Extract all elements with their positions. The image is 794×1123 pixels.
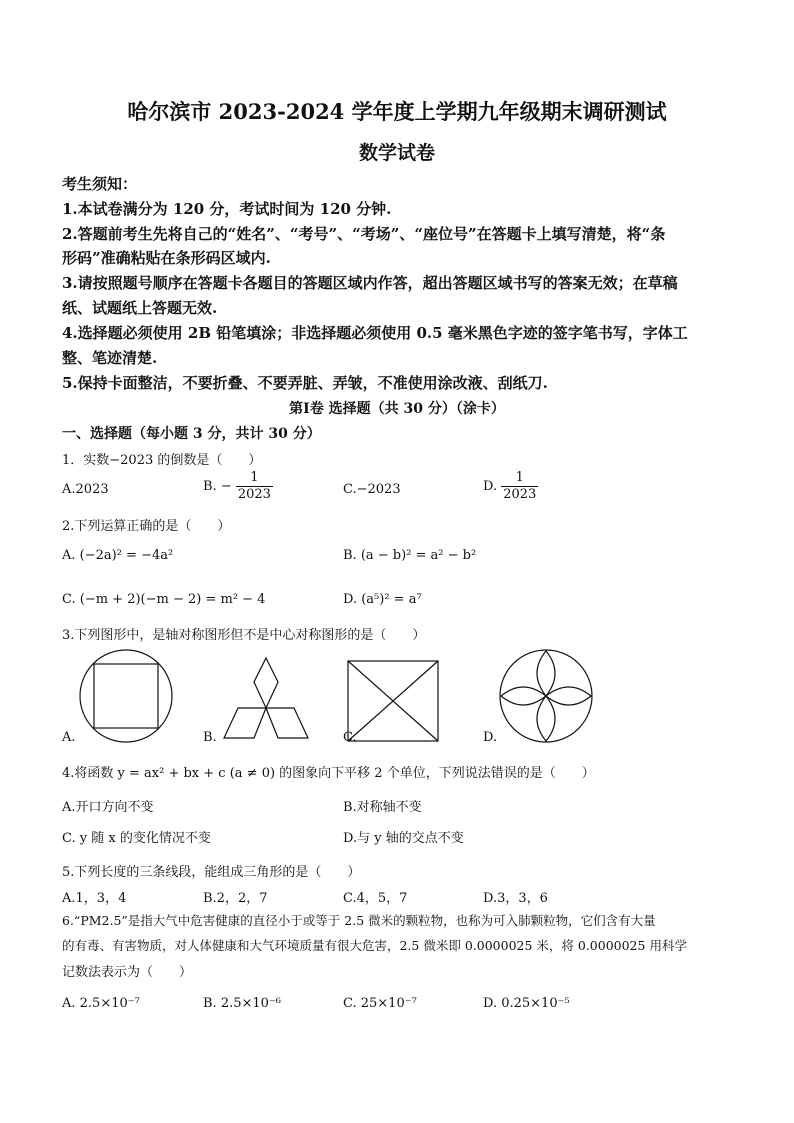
q1-option-b-numerator: 1 [250, 470, 259, 485]
q6-option-d: D. 0.25×10⁻⁵ [483, 996, 570, 1011]
question-6-line: 6.“PM2.5”是指大气中危害健康的直径小于或等于 2.5 微米的颗粒物，也称为可入肺颗粒物，它们含有大量 [62, 913, 656, 928]
notice-line: 整、笔迹清楚. [62, 349, 158, 367]
exam-title: 哈尔滨市 2023-2024 学年度上学期九年级期末调研测试 [127, 99, 667, 124]
q4-option-d: D.与 y 轴的交点不变 [343, 831, 464, 846]
exam-subtitle: 数学试卷 [358, 142, 435, 164]
q3-option-a: A. [62, 730, 76, 745]
q3-figure-c [347, 660, 439, 742]
q2-option-d: D. (a⁵)² = a⁷ [343, 592, 422, 607]
question-4-stem: 4.将函数 y = ax² + bx + c (a ≠ 0) 的图象向下平移 2 个单位，下列说法错误的是（ ） [62, 766, 595, 781]
question-3-stem: 3.下列图形中，是轴对称图形但不是中心对称图形的是（ ） [62, 628, 426, 643]
q4-option-b: B.对称轴不变 [343, 800, 422, 815]
q3-figure-d [498, 648, 594, 744]
q6-option-c: C. 25×10⁻⁷ [343, 996, 417, 1011]
notice-line: 5.保持卡面整洁，不要折叠、不要弄脏、弄皱，不准使用涂改液、刮纸刀. [62, 374, 548, 392]
question-2-stem: 2.下列运算正确的是（ ） [62, 519, 231, 534]
notice-line: 1.本试卷满分为 120 分，考试时间为 120 分钟. [62, 200, 392, 218]
q1-option-d-numerator: 1 [515, 470, 524, 485]
q1-option-d-denominator: 2023 [503, 487, 537, 502]
q5-option-a: A.1，3，4 [62, 891, 127, 906]
q1-option-b [203, 470, 273, 503]
notice-line: 纸、试题纸上答题无效. [62, 299, 218, 317]
q2-option-c: C. (−m + 2)(−m − 2) = m² − 4 [62, 592, 266, 607]
q3-figure-a [78, 648, 174, 744]
section-heading: 一、选择题（每小题 3 分，共计 30 分） [62, 426, 321, 442]
q1-option-b-denominator: 2023 [237, 487, 271, 502]
q1-option-d-fraction [501, 470, 538, 503]
notice-line: 形码”准确粘贴在条形码区域内. [62, 249, 271, 267]
notice-heading: 考生须知： [62, 175, 138, 193]
q3-option-c: C. [343, 730, 357, 745]
q1-option-a: A.2023 [62, 482, 109, 497]
q5-option-d: D.3，3，6 [483, 891, 548, 906]
question-6-line: 的有毒、有害物质，对人体健康和大气环境质量有很大危害，2.5 微米即 0.0000025 米，将 0.0000025 用科学 [62, 938, 687, 953]
q1-option-d-prefix: D. [483, 479, 498, 494]
notice-line: 3.请按照题号顺序在答题卡各题目的答题区域内作答，超出答题区域书写的答案无效；在草稿 [62, 274, 678, 292]
q6-option-b: B. 2.5×10⁻⁶ [203, 996, 281, 1011]
question-6-line: 记数法表示为（ ） [62, 965, 193, 980]
q5-option-c: C.4，5，7 [343, 891, 408, 906]
part-heading: 第Ⅰ卷 选择题（共 30 分）（涂卡） [289, 401, 505, 417]
notice-line: 2.答题前考生先将自己的“姓名”、“考号”、“考场”、“座位号”在答题卡上填写清楚，将“条 [62, 225, 666, 243]
q1-option-b-prefix: B. − [203, 479, 232, 494]
q3-figure-b [218, 656, 314, 742]
q2-option-a: A. (−2a)² = −4a² [62, 548, 174, 563]
q4-option-a: A.开口方向不变 [62, 800, 154, 815]
q4-option-c: C. y 随 x 的变化情况不变 [62, 831, 211, 846]
q5-option-b: B.2，2，7 [203, 891, 268, 906]
question-1-stem: 1．实数−2023 的倒数是（ ） [62, 453, 262, 468]
q6-option-a: A. 2.5×10⁻⁷ [62, 996, 140, 1011]
q3-option-d: D. [483, 730, 498, 745]
q1-option-b-fraction [236, 470, 273, 503]
question-5-stem: 5.下列长度的三条线段，能组成三角形的是（ ） [62, 865, 361, 880]
q1-option-d [483, 470, 538, 503]
q3-option-b: B. [203, 730, 217, 745]
notice-line: 4.选择题必须使用 2B 铅笔填涂；非选择题必须使用 0.5 毫米黑色字迹的签字笔书写，字体工 [62, 324, 688, 342]
q2-option-b: B. (a − b)² = a² − b² [343, 548, 477, 563]
q1-option-c: C.−2023 [343, 482, 401, 497]
